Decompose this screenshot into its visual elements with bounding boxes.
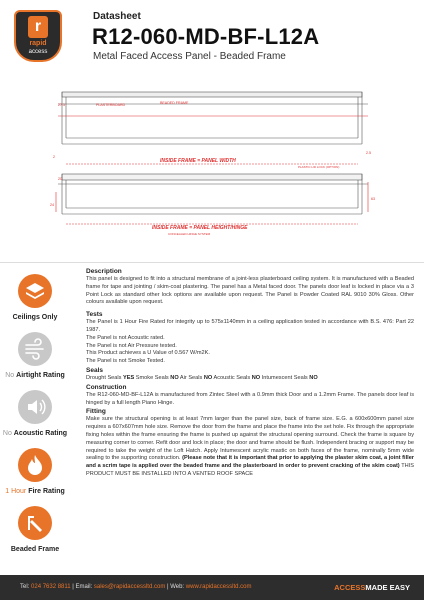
product-subtitle: Metal Faced Access Panel - Beaded Frame — [93, 51, 286, 62]
tests-line-2: The Panel is not Acoustic rated. — [86, 334, 165, 341]
heading-tests: Tests — [86, 311, 103, 319]
bottom-board — [62, 174, 362, 180]
feature-ceilings — [0, 274, 70, 321]
doc-type-label: Datasheet — [93, 11, 141, 22]
fitting-text: Make sure the structural opening is at least 7mm larger than the panel size, back of frame size. E.G. a 600x600mm panel size requires a 607x607mm hole size. Remove the door from the frame and place the frame into the set hole. Fix through the appropriate fixing holes within the frame ensuring the frame is pushed up against the structural opening surround. Check the frame is square by measuring corner to corner. Refit door and lock in place; the door and frame should be flush. Independent bracing or support may be required to take the weight of the Loft Hatch. Apply Intumescent acrylic mastic on both faces of the frame, nominally 5mm wide sealing to the supporting construction. (Please note that it is important that prior to applying the plaster skim coat, a joint filler and a scrim tape is applied over the beaded frame and the plasterboard in order to prevent cracking of the skim coat) THIS PRODUCT MUST BE INSTALLED INTO A VENTED ROOF SPACE — [86, 416, 414, 477]
feature-label: No Airtight Rating — [5, 372, 65, 379]
technical-drawing — [48, 84, 390, 254]
product-code-title: R12-060-MD-BF-L12A — [92, 24, 320, 49]
flame-icon — [18, 448, 52, 482]
speaker-icon — [18, 390, 52, 424]
logo-letter: r — [28, 16, 48, 38]
label-inside-frame-height: INSIDE FRAME = PANEL HEIGHT/HINGE — [152, 225, 248, 231]
dim-side-left: 2 — [53, 155, 55, 159]
heading-description: Description — [86, 268, 122, 275]
company-logo — [14, 10, 62, 62]
wind-icon — [18, 332, 52, 366]
feature-beaded — [0, 506, 70, 553]
tests-line-4: This Product achieves a U Value of 0.567 W/m2K. — [86, 350, 210, 357]
dim-bottom-left: 24 — [50, 203, 54, 207]
heading-construction: Construction — [86, 383, 127, 391]
feature-label: No Acoustic Rating — [2, 430, 68, 437]
feature-label: 1 Hour Fire Rating — [5, 488, 65, 495]
footer-web-link[interactable]: www.rapidaccessltd.com — [185, 584, 252, 590]
dim-side-right: 2.5 — [366, 151, 371, 155]
label-beaded-frame: BEADED FRAME — [160, 101, 189, 105]
dim-left: 20 — [58, 177, 62, 181]
footer-bar — [0, 575, 424, 600]
label-inside-frame-width: INSIDE FRAME = PANEL WIDTH — [160, 158, 236, 164]
logo-shield-icon — [14, 10, 62, 62]
heading-seals: Seals — [86, 366, 103, 374]
footer-contact: Tel: 024 7632 8811 | Email: sales@rapidaccessltd.com | Web: www.rapidaccessltd.com — [20, 584, 252, 590]
label-hinge: CONCEALED HINGE SYSTEM — [168, 232, 211, 236]
datasheet-body — [86, 267, 414, 479]
section-divider — [0, 262, 424, 263]
heading-fitting: Fitting — [86, 408, 106, 416]
footer-email-link[interactable]: sales@rapidaccessltd.com — [93, 584, 166, 590]
top-board — [62, 92, 362, 97]
feature-label: Beaded Frame — [10, 546, 60, 553]
construction-text: The R12-060-MD-BF-L12A is manufactured from Zintec Steel with a 0.9mm thick Door and a 1.2mm Frame. The panels door leaf is hinged by a full length Piano Hinge. — [86, 391, 414, 406]
logo-text-access: access — [28, 49, 48, 55]
seals-line: Drought Seals YES Smoke Seals NO Air Seals NO Acoustic Seals NO Intumescent Seals NO — [86, 374, 318, 381]
logo-text-rapid: rapid — [29, 40, 47, 47]
dim-top: 27.5 — [58, 103, 65, 107]
feature-label: Ceilings Only — [12, 314, 58, 321]
tests-line-3: The Panel is not Air Pressure tested. — [86, 342, 177, 349]
tests-line-5: The Panel is not Smoke Tested. — [86, 358, 165, 365]
feature-fire — [0, 448, 70, 495]
dim-right: 63 — [371, 197, 375, 201]
ceiling-layers-icon — [18, 274, 52, 308]
footer-phone[interactable]: 024 7632 8811 — [31, 584, 71, 590]
feature-airtight — [0, 332, 70, 379]
tests-line-1: The Panel is 1 Hour Fire Rated for integrity up to 575x1140mm in a ceiling application tested in accordance with B.S. 476: Part 22 1987. — [86, 319, 414, 333]
feature-acoustic — [0, 390, 70, 437]
frame-corner-icon — [18, 506, 52, 540]
description-text: This panel is designed to fit into a structural membrane of a joint-less plasterboard ceiling system. It is manufactured with a Beaded frame for tape and jointing / skim-coat plastering. The panel has a Metal faced door. The panels door leaf is locked in place via a 3 Point Lock as standard other lock options are available upon request. The Panel is Powder Coated RAL 9010 30% Gloss. Other colours available upon request. — [86, 276, 414, 306]
footer-tagline: ACCESSMADE EASY — [334, 583, 410, 592]
label-plastic-lid: PLASTIC LID LOCK (OPTION) — [298, 165, 340, 169]
label-plasterboard: PLASTERBOARD — [96, 103, 126, 107]
